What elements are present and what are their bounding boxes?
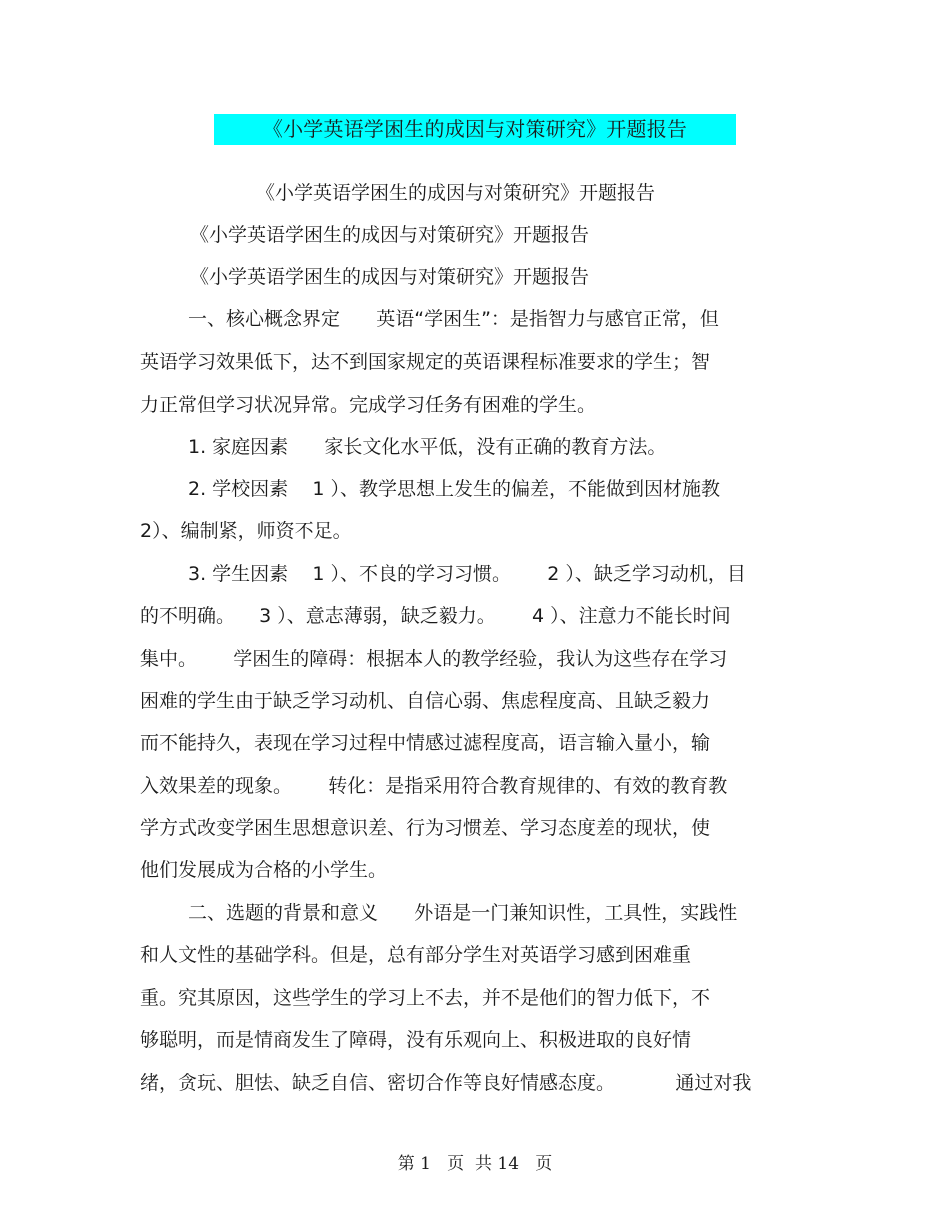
body-line: 困难的学生由于缺乏学习动机、自信心弱、焦虑程度高、且缺乏毅力 bbox=[140, 690, 711, 712]
body-line: 学方式改变学困生思想意识差、行为习惯差、学习态度差的现状，使 bbox=[140, 817, 711, 839]
body-line: 重。究其原因，这些学生的学习上不去，并不是他们的智力低下，不 bbox=[140, 987, 711, 1009]
subtitle-line: 《小学英语学困生的成因与对策研究》开题报告 bbox=[190, 266, 590, 288]
body-line: 二、选题的背景和意义 外语是一门兼知识性，工具性，实践性 bbox=[188, 902, 738, 924]
body-line: 他们发展成为合格的小学生。 bbox=[140, 859, 388, 881]
body-line: 2）、编制紧，师资不足。 bbox=[140, 520, 352, 542]
body-line: 够聪明，而是情商发生了障碍，没有乐观向上、积极进取的良好情 bbox=[140, 1029, 692, 1051]
body-line: 入效果差的现象。 转化：是指采用符合教育规律的、有效的教育教 bbox=[140, 775, 728, 797]
body-line: 1. 家庭因素 家长文化水平低，没有正确的教育方法。 bbox=[188, 436, 667, 458]
body-line: 集中。 学困生的障碍：根据本人的教学经验，我认为这些存在学习 bbox=[140, 648, 728, 670]
document-title: 《小学英语学困生的成因与对策研究》开题报告 bbox=[262, 117, 688, 141]
subtitle-line: 《小学英语学困生的成因与对策研究》开题报告 bbox=[190, 224, 590, 246]
body-line: 而不能持久，表现在学习过程中情感过滤程度高，语言输入量小，输 bbox=[140, 732, 711, 754]
body-line: 英语学习效果低下，达不到国家规定的英语课程标准要求的学生；智 bbox=[140, 351, 711, 373]
body-line: 绪，贪玩、胆怯、缺乏自信、密切合作等良好情感态度。 通过对我 bbox=[140, 1072, 752, 1094]
body-line: 一、核心概念界定 英语“学困生”：是指智力与感官正常，但 bbox=[188, 308, 719, 330]
body-line: 2. 学校因素 1 ）、教学思想上发生的偏差，不能做到因材施教 bbox=[188, 478, 720, 500]
body-line: 和人文性的基础学科。但是，总有部分学生对英语学习感到困难重 bbox=[140, 944, 692, 966]
body-line: 3. 学生因素 1 ）、不良的学习习惯。 2 ）、缺乏学习动机，目 bbox=[188, 563, 746, 585]
subtitle-line: 《小学英语学困生的成因与对策研究》开题报告 bbox=[256, 182, 656, 204]
body-line: 力正常但学习状况异常。完成学习任务有困难的学生。 bbox=[140, 394, 597, 416]
body-line: 的不明确。 3 ）、意志薄弱，缺乏毅力。 4 ）、注意力不能长时间 bbox=[140, 605, 731, 627]
page-footer: 第 1 页 共 14 页 bbox=[397, 1154, 553, 1174]
